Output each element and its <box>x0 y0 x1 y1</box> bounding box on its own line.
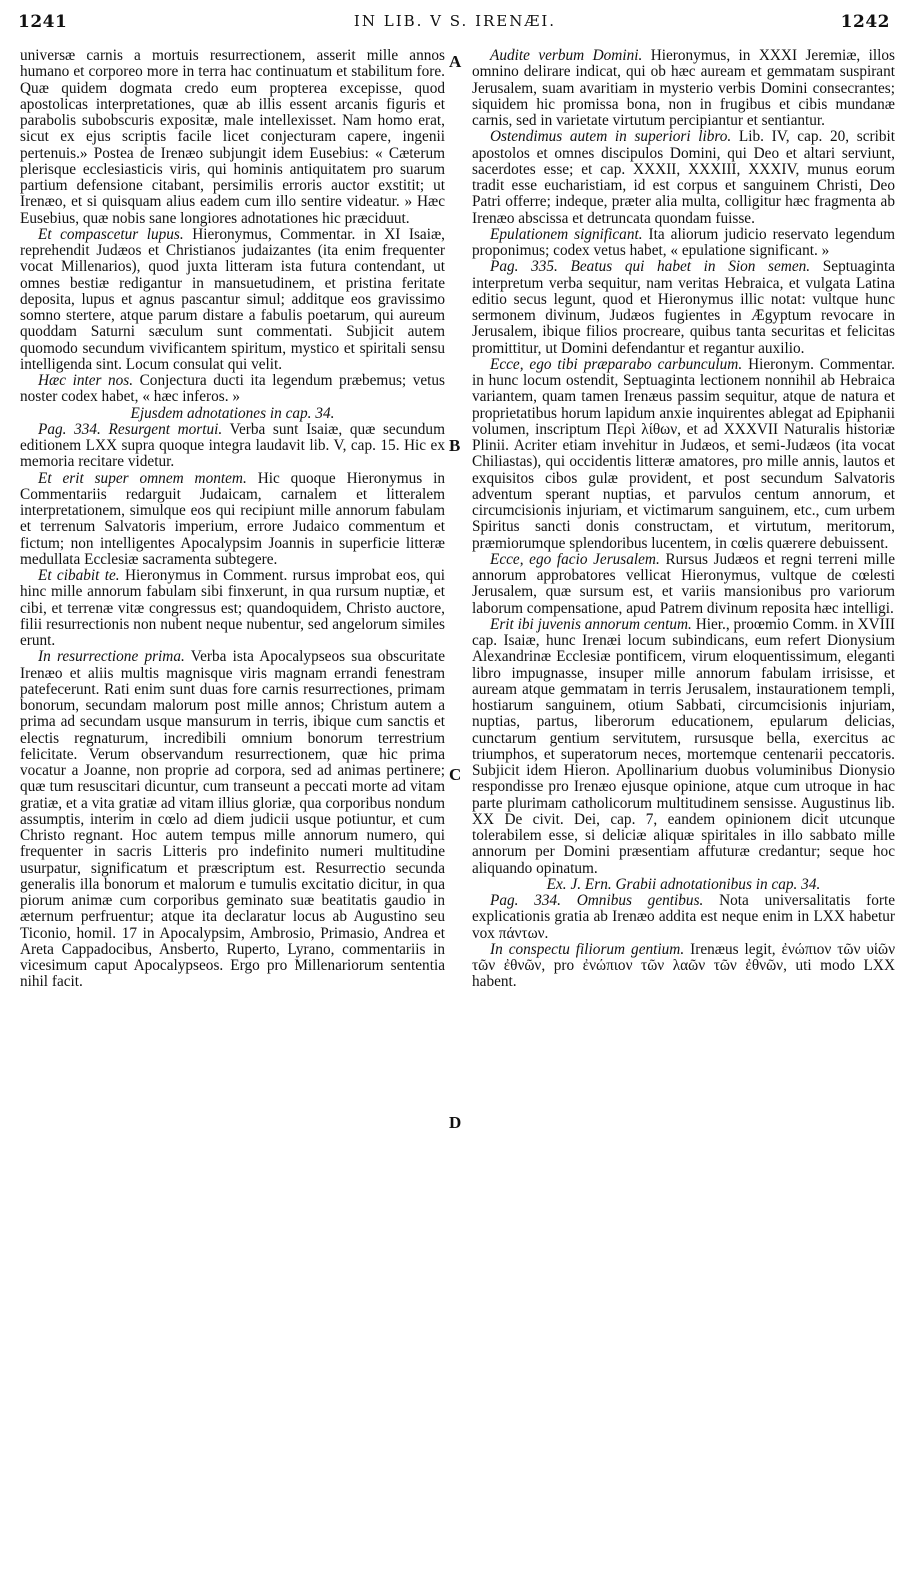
annotation-text: Nota universalitatis forte explicationis gratia ab Irenæo addita est neque enim in LXX habetur vox πάντων. <box>472 892 896 942</box>
margin-marker-a: A <box>449 52 462 71</box>
annotation-text: Hieronymus in Comment. rursus improbat eos, qui hinc mille annorum fabulam sibi finxerunt, in qua rursum nuptiæ, et cibi, et terrenæ vitæ congressus est; quandoquidem, Christo auctore, filii resurrectionis non nubent neque nubentur, sed angelorum similes erunt. <box>20 567 446 649</box>
lemma: Pag. 334. Omnibus gentibus. <box>490 892 704 909</box>
lemma: Hæc inter nos. <box>38 372 134 389</box>
lemma: Audite verbum Domini. <box>490 47 643 64</box>
lemma: Erit ibi juvenis annorum centum. <box>490 615 692 633</box>
annotation-text: Ita aliorum judicio reservato legendum proponimus; codex vetus habet, « epulatione significant. » <box>472 225 896 259</box>
annotation-text: Irenæus legit, ἐνώπιον τῶν υἱῶν τῶν ἐθνῶν, pro ἐνώπιον τῶν λαῶν τῶν ἐθνῶν, uti modo LXX habent. <box>472 940 895 991</box>
annotation-paragraph <box>20 227 445 373</box>
left-column <box>20 48 445 991</box>
annotation-text: Conjectura ducti ita legendum præbemus; vetus noster codex habet, « hæc inferos. » <box>20 372 445 406</box>
margin-marker-c: C <box>449 765 462 784</box>
annotation-paragraph <box>472 227 895 260</box>
margin-marker-b: B <box>449 436 461 455</box>
lemma: Ostendimus autem in superiori libro. <box>490 128 732 146</box>
lemma: In resurrectione prima. <box>38 648 185 666</box>
lemma: Epulationem significant. <box>490 225 643 243</box>
lemma: In conspectu filiorum gentium. <box>490 940 685 958</box>
annotation-text: universæ carnis a mortuis resurrectionem, asserit mille annos humano et corporeo more in terra hac continuatum et stabilitum fore. Quæ quidem dogmata credo eum propterea excepisse, quod apostolicas interpretationes, quæ ab illis essent arcanis figuris et parabolis subobscuris expositæ, male intellexisset. Nam homo erat, sicut ex ejus scriptis facile licet conjecturam capere, ingenii pertenuis.» Postea de Irenæo subjungit idem Eusebius: « Cæterum plerisque ecclesiasticis viris, qui hominis antiquitatem pro suarum partium defensione citabant, persimilis erroris auctor exstitit; ut Irenæo, et si quisquam alius eadem cum illo sentire videatur. » Hæc Eusebius, quæ nobis sane longiores adnotationes hic præciduut. <box>20 47 445 227</box>
page-number-right: 1242 <box>840 12 890 32</box>
annotation-paragraph <box>472 48 895 129</box>
annotation-text: Hieronym. Commentar. in hunc locum ostendit, Septuaginta lectionem nonnihil ab Hebraica variantem, quam tamen Irenæus passim sequitur, atque de natura et proprietatibus horum lapidum anxie inquirentes ablegat ad Epiphanii volumen, inscriptum Περὶ λίθων, et ad XXXVII Naturalis historiæ Plinii. Acriter etiam invehitur in Judæos, et semi-Judæos (ita vocat Chiliastas), qui occidentis litteræ amatores, pro mille annis, lautos et exquisitos cibos gulæ provident, et post secundum Salvatoris adventum sperant nuptias, et parvulos centum annorum, et circumcisionis injuriam, et victimarum sanguinem, etc., cum urbem Spiritus sancti donis constructam, et virtutum, meritorum, præmiorumque splendoribus lucentem, in cœlis quærere debuissent. <box>472 355 896 552</box>
annotation-text: Hieronymus, in XXXI Jeremiæ, illos omnino delirare indicat, qui ob hæc auream et gemmatam suspirant Jerusalem, suam avaritiam in mysterio verbis Domini consecrantes; siquidem hic promissa bona, non in frugibus et cibis mundanæ carnis, sed in varietate virtutum percipiantur et sentiantur. <box>472 47 895 129</box>
lemma: Et erit super omnem montem. <box>38 469 247 487</box>
annotation-paragraph <box>472 552 895 617</box>
section-heading: Ejusdem adnotationes in cap. 34. <box>130 404 335 422</box>
section-heading: Ex. J. Ern. Grabii adnotationibus in cap. 34. <box>546 875 821 893</box>
annotation-paragraph <box>20 422 445 471</box>
annotation-text: Hier., proœmio Comm. in XVIII cap. Isaiæ, hunc Irenæi locum subindicans, eum refert Dionysium Alexandrinæ Ecclesiæ pontificem, virum eloquentissimum, eleganti libro impugnasse, insuper mille annorum fabulam irrisisse, et auream atque gemmatam in terris Jerusalem, instaurationem templi, hostiarum sanguinem, otium Sabbati, circumcisionis injuriam, nuptias, partus, liberorum educationem, epularum delicias, cunctarum gentium servitutem, rursusque bella, exercitus ac triumphos, et superatorum neces, mortemque centenarii peccatoris. Subjicit idem Hieron. Apollinarium duobus voluminibus Dionysio respondisse pro Irenæo ejusque opinione, atque cum utroque in hac parte plurimam catholicorum multitudinem sensisse. Augustinus lib. XX De civit. Dei, cap. 7, eandem opinionem dicit utcunque tolerabilem esse, si deliciæ aliquæ spiritales in illo sabbato mille annorum per Domini præsentiam affuturæ credantur; seque hoc aliquando opinatum. <box>472 615 896 877</box>
annotation-paragraph <box>472 893 895 942</box>
running-title: IN LIB. V S. IRENÆI. <box>353 12 557 30</box>
annotation-paragraph <box>472 942 895 991</box>
annotation-paragraph <box>20 568 445 649</box>
annotation-paragraph <box>20 471 445 569</box>
annotation-paragraph <box>472 129 895 227</box>
annotation-paragraph <box>472 617 895 877</box>
annotation-paragraph <box>472 357 895 552</box>
right-column <box>472 48 895 991</box>
lemma: Ecce, ego tibi præparabo carbunculum. <box>490 355 743 373</box>
annotation-text: Hieronymus, Commentar. in XI Isaiæ, reprehendit Judæos et Christianos judaizantes (ita enim frequenter vocat Millenarios), quod juxta litteram ista futura contendant, ut omnes bestiæ redigantur in mansuetudinem, et pristina feritate deposita, lupus et agnus pascantur simul; additque eos gravissimo somno stertere, atque parum distare a fabulis poetarum, qui aureum quoddam Saturni sæculum sunt commentati. Subjicit autem quomodo secundum vivificantem spiritum, mystico et spiritali sensu intelligenda sint. Locum consulat qui velit. <box>20 225 445 373</box>
lemma: Ecce, ego facio Jerusalem. <box>490 550 660 568</box>
lemma: Et cibabit te. <box>38 567 120 584</box>
annotation-text: Verba sunt Isaiæ, quæ secundum editionem LXX supra quoque integra laudavit lib. V, cap. 15. Hic ex memoria recitare videtur. <box>20 420 445 471</box>
lemma: Et compascetur lupus. <box>38 225 184 243</box>
annotation-text: Rursus Judæos et regni terreni mille annorum approbatores vellicat Hieronymus, vultque de cœlesti Jerusalem, quæ sursum est, et variis mansionibus pro variorum laborum compensatione, apud Patrem divinum reposita hæc intelligi. <box>472 550 896 617</box>
lemma: Pag. 334. Resurgent mortui. <box>38 420 223 438</box>
running-header <box>0 0 910 40</box>
page-number-left: 1241 <box>18 12 68 32</box>
annotation-paragraph <box>20 649 445 990</box>
annotation-paragraph <box>20 48 445 227</box>
annotation-text: Hic quoque Hieronymus in Commentariis redarguit Judaicam, carnalem et litteralem interpretationem, simulque eos qui recipiunt mille annorum fabulam et terrenum Salvatoris imperium, errore Judaico commentum et fictum; non intelligentes Apocalypsim Joannis in superficie litteræ medullata Ecclesiæ sacramenta subtegere. <box>20 469 445 568</box>
annotation-paragraph <box>20 373 445 406</box>
annotation-text: Lib. IV, cap. 20, scribit apostolos et omnes discipulos Domini, qui Deo et altari serviunt, sacerdotes esse; et cap. XXXII, XXXIII, XXXIV, munus eorum tradit esse eucharistiam, id est corpus et sanguinem Christi, Deo Patri offerre; indeque, præter alia multa, colligitur hæc fragmenta ab Irenæo abscissa et detruncata quondam fuisse. <box>472 128 895 227</box>
margin-marker-d: D <box>449 1113 462 1132</box>
annotation-paragraph <box>472 259 895 357</box>
annotation-text: Septuaginta interpretum verba sequitur, nam veritas Hebraica, et vulgata Latina editio secus legunt, quod et Hieronymus illic notat: vultque hunc sermonem divinum, Judæos fugientes in Ægyptum revocare in Jerusalem, ibique filios procreare, quibus tanta securitas et felicitas promittitur, ut Domini defendantur et regantur auxilio. <box>472 258 895 357</box>
lemma: Pag. 335. Beatus qui habet in Sion semen. <box>490 258 811 276</box>
annotation-text: Verba ista Apocalypseos sua obscuritate Irenæo et aliis multis magnisque viris magnam errandi fenestram patefecerunt. Rati enim sunt duas fore carnis resurrectiones, primam bonorum, secundam malorum post mille annos; Christum autem a prima ad secundam usque mansurum in terris, ibique cum sanctis et electis regnaturum, incredibili omnium bonorum terrestrium felicitate. Verum observandum resurrectionem, quæ hic prima vocatur a Joanne, non proprie ad corpora, sed ad animas pertinere; quæ tum resuscitari dicuntur, cum transeunt a peccati morte ad vitam gratiæ, et a vita gratiæ ad vitam illius gloriæ, qua corporibus nondum assumptis, interim in cœlo ad diem judicii usque potiuntur, et cum Christo regnant. Hoc autem tempus mille annorum numero, qui frequenter in sacris Litteris pro indefinito numeri multitudine usurpatur, significatum et præscriptum est. Resurrectio secunda generalis illa bonorum et malorum e tumulis excitatio dicitur, in qua piorum animæ cum corporibus geminato suæ beatitatis gaudio in æternum perfruentur; atque ita declaratur locus ab Augustino seu Ticonio, homil. 17 in Apocalypsim, Ambrosio, Primasio, Andrea et Areta Cappadocibus, Ansberto, Ruperto, Lyrano, commentariis in vicesimum caput Apocalypseos. Ergo pro Millenariorum sententia nihil facit. <box>20 648 445 991</box>
